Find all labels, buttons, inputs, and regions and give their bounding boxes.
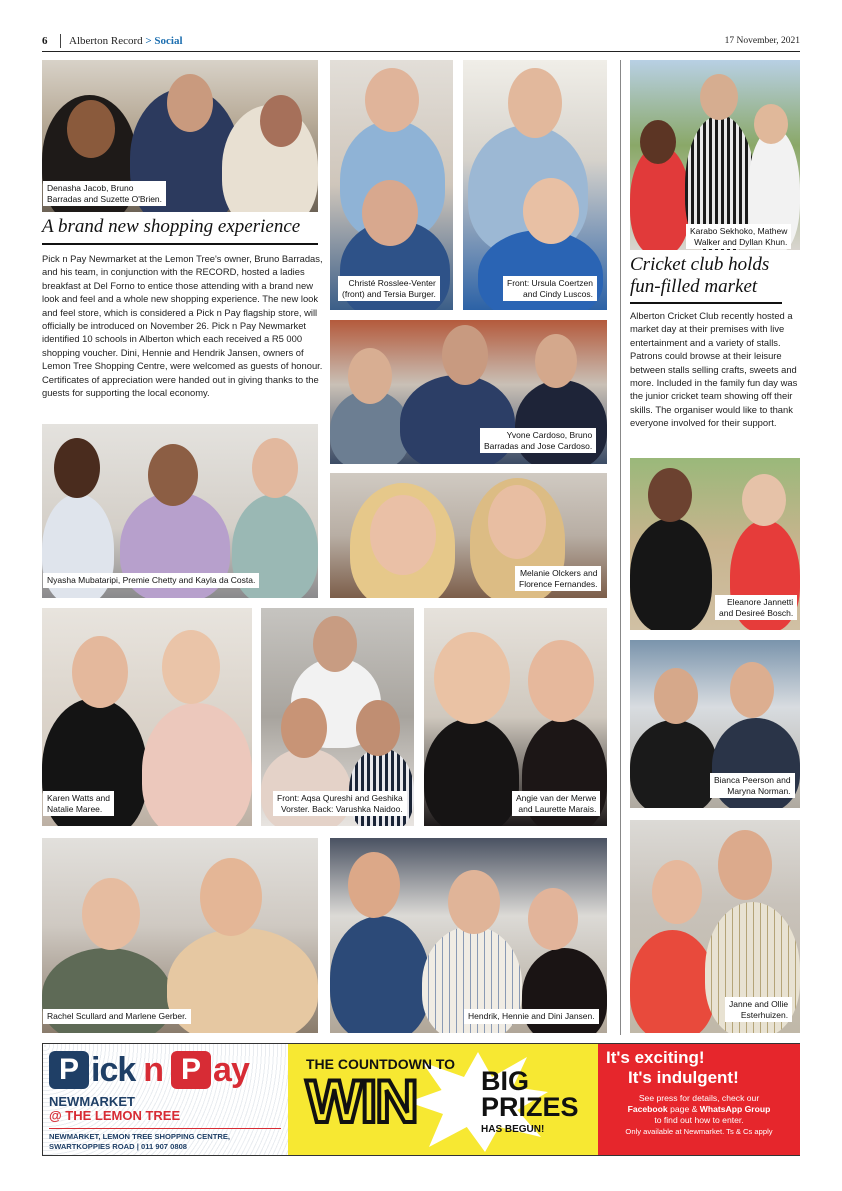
big-text: BIG (481, 1066, 530, 1096)
photo-caption (686, 224, 791, 249)
address-line: SWARTKOPPIES ROAD | 011 907 0808 (49, 1141, 188, 1151)
advert-store-panel (43, 1044, 288, 1155)
caption-line: Nyasha Mubataripi, Premie Chetty and Kayla da Costa. (47, 575, 256, 585)
logo-ick: ick (91, 1050, 136, 1089)
photo-caption (515, 566, 601, 591)
caption-line: Karabo Sekhoko, Mathew (690, 226, 788, 236)
side-article-body: Alberton Cricket Club recently hosted a market day at their premises with live entertainment and a variety of stalls. Patrons could browse at their leisure between stalls selling crafts, sweets and more. Included in the family fun day was the junior cricket team showing off their skills. The organiser would like to thank everyone involved for their support. (630, 310, 798, 429)
photo-caption (725, 997, 792, 1022)
page-header (42, 34, 800, 52)
publication-name: Alberton Record (69, 35, 143, 47)
headline-line: fun-filled market (630, 276, 758, 297)
caption-line: Eleanore Jannetti (727, 597, 794, 607)
side-headline-rule (630, 302, 782, 304)
caption-line: Barradas and Suzette O'Brien. (47, 193, 163, 204)
details-line: See press for details, check our (638, 1093, 760, 1103)
store-address (49, 1132, 230, 1151)
facebook-link[interactable]: Facebook (627, 1104, 668, 1114)
caption-line: Barradas and Jose Cardoso. (484, 440, 593, 451)
caption-line: Angie van der Merwe (516, 793, 597, 803)
caption-line: Florence Fernandes. (519, 578, 598, 589)
photo-karabo-mathew-dyllan (630, 60, 800, 250)
store-name: NEWMARKET (49, 1094, 135, 1109)
caption-line: Rachel Scullard and Marlene Gerber. (47, 1011, 187, 1021)
photo-caption (43, 1009, 191, 1024)
caption-line: Christé Rosslee-Venter (348, 278, 436, 288)
photo-caption (338, 276, 440, 301)
pick-n-pay-advert[interactable] (42, 1043, 800, 1156)
issue-date: 17 November, 2021 (724, 36, 800, 46)
caption-line: Karen Watts and (47, 793, 110, 803)
address-line: NEWMARKET, LEMON TREE SHOPPING CENTRE, (49, 1132, 230, 1141)
photo-caption (715, 595, 797, 620)
caption-line: Yvone Cardoso, Bruno (506, 430, 593, 440)
pick-n-pay-logo (49, 1050, 249, 1090)
photo-christe-tersia (330, 60, 453, 310)
caption-line: Front: Aqsa Qureshi and Geshika (277, 793, 403, 803)
caption-line: Bianca Peerson and (714, 775, 791, 785)
advert-countdown-panel (288, 1044, 598, 1155)
details-line: to find out how to enter. (654, 1115, 744, 1125)
article-body: Pick n Pay Newmarket at the Lemon Tree's owner, Bruno Barradas, and his team, in conjunction with the RECORD, hosted a ladies breakfast at Del Forno to entice those attending with a brand new look and feel and a whole new shopping experience. The new look and feel store, which is considered a Pick n Pay flagship store, will officially be introduced on November 26. Pick n Pay Newmarket identified 10 schools in Alberton which each received a R5 000 shopping voucher. Dini, Hennie and Hendrik Jansen, owners of Lemon Tree Shopping Centre, were welcomed as guests of honour. Certificates of appreciation were handed out in giving thanks to the guests for supporting the local economy. (42, 253, 323, 399)
countdown-text: THE COUNTDOWN TO (306, 1056, 456, 1072)
terms-line: Only available at Newmarket. Ts & Cs apply (625, 1127, 773, 1136)
caption-line: Denasha Jacob, Bruno (47, 183, 134, 193)
photo-bianca-maryna (630, 640, 800, 808)
photo-yvone-bruno-jose (330, 320, 607, 464)
caption-line: Natalie Maree. (47, 803, 103, 814)
section-name[interactable]: Social (154, 35, 183, 47)
advert-divider (49, 1128, 281, 1129)
page-number: 6 (42, 35, 48, 47)
caption-line: Vorster. Back: Varushka Naidoo. (280, 803, 403, 814)
photo-caption (43, 573, 259, 588)
caption-line: and Desireé Bosch. (719, 607, 794, 618)
indulgent-text: It's indulgent! (628, 1068, 739, 1087)
photo-caption (710, 773, 795, 798)
caption-line: Melanie Olckers and (519, 568, 598, 578)
column-divider (620, 60, 621, 1035)
win-text: WIN (306, 1068, 417, 1135)
caption-line: Janne and Ollie (729, 999, 789, 1009)
store-location: @ THE LEMON TREE (49, 1108, 181, 1123)
exciting-text: It's exciting! (606, 1048, 705, 1067)
photo-rachel-marlene (42, 838, 318, 1033)
details-line (598, 1104, 800, 1115)
logo-n: n (143, 1050, 164, 1089)
details-text: page & (667, 1104, 700, 1114)
photo-melanie-florence (330, 473, 607, 598)
caption-line: Hendrik, Hennie and Dini Jansen. (468, 1011, 595, 1021)
prizes-text: PRIZES (481, 1092, 579, 1122)
caption-line: Front: Ursula Coertzen (507, 278, 593, 288)
whatsapp-link[interactable]: WhatsApp Group (699, 1104, 771, 1114)
photo-caption (480, 428, 596, 453)
caption-line: (front) and Tersia Burger. (342, 288, 436, 299)
photo-denasha-bruno-suzette (42, 60, 318, 212)
photo-janne-ollie (630, 820, 800, 1033)
caption-line: Maryna Norman. (727, 785, 791, 796)
caption-line: and Laurette Marais. (518, 803, 597, 814)
logo-p-box: P (49, 1051, 89, 1089)
has-begun-text: HAS BEGUN! (481, 1124, 545, 1135)
promo-details (598, 1093, 800, 1137)
photo-karen-natalie (42, 608, 252, 826)
photo-angie-laurette (424, 608, 607, 826)
article-headline: A brand new shopping experience (42, 216, 301, 237)
photo-caption (464, 1009, 599, 1024)
breadcrumb-separator: > (145, 35, 152, 47)
headline-rule (42, 243, 318, 245)
header-divider (60, 34, 61, 48)
headline-line: Cricket club holds (630, 254, 770, 275)
photo-caption (512, 791, 600, 816)
logo-p2-box: P (171, 1051, 211, 1089)
photo-nyasha-premie-kayla (42, 424, 318, 598)
photo-caption (43, 181, 166, 206)
caption-line: and Cindy Luscos. (523, 288, 593, 299)
advert-promo-panel (598, 1044, 800, 1155)
breadcrumb (69, 35, 183, 47)
photo-hendrik-hennie-dini (330, 838, 607, 1033)
photo-ursula-cindy (463, 60, 607, 310)
photo-caption (273, 791, 407, 816)
photo-caption (43, 791, 114, 816)
caption-line: Walker and Dyllan Khun. (694, 236, 788, 247)
caption-line: Esterhuizen. (740, 1009, 789, 1020)
side-article-headline (630, 254, 769, 298)
photo-aqsa-geshika-varushka (261, 608, 414, 826)
photo-eleanore-desiree (630, 458, 800, 630)
logo-ay: ay (213, 1050, 249, 1089)
photo-caption (503, 276, 597, 301)
